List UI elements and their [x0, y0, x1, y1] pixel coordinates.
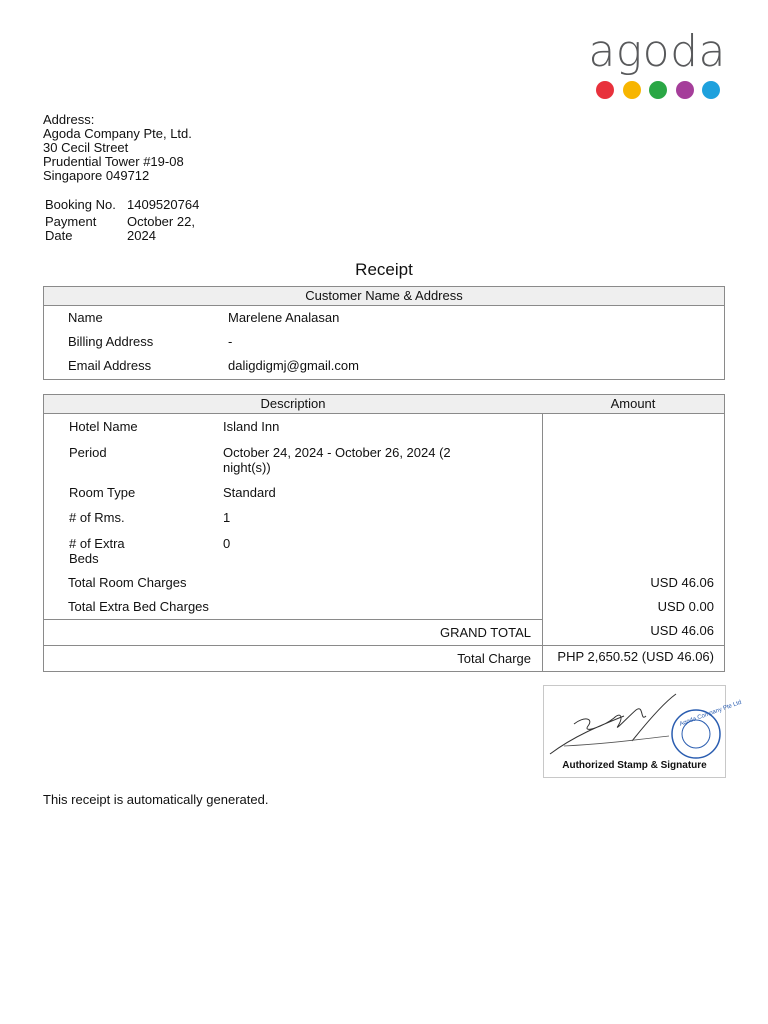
period-label: Period: [69, 445, 107, 460]
address-line: 30 Cecil Street: [43, 140, 129, 155]
rooms-label: # of Rms.: [69, 510, 125, 525]
total-room-label: Total Room Charges: [68, 575, 187, 590]
stamp-caption: Authorized Stamp & Signature: [562, 760, 707, 771]
auto-generated-note: This receipt is automatically generated.: [43, 792, 269, 807]
divider: [541, 645, 724, 646]
amount-column: [542, 394, 725, 672]
receipt-title: Receipt: [355, 260, 413, 279]
logo-dot-green: [649, 81, 667, 99]
signature-icon: [544, 686, 743, 756]
name-label: Name: [68, 310, 103, 325]
total-extra-amount: USD 0.00: [657, 599, 714, 614]
rooms-value: 1: [223, 510, 231, 525]
agoda-logo: agoda: [588, 26, 726, 77]
hotel-label: Hotel Name: [69, 419, 138, 434]
logo-dots: [596, 81, 720, 99]
room-type-value: Standard: [223, 485, 276, 500]
booking-info: [45, 198, 207, 246]
description-header: Description: [44, 395, 542, 414]
name-value: Marelene Analasan: [228, 310, 340, 325]
logo-dot-yellow: [623, 81, 641, 99]
total-extra-label: Total Extra Bed Charges: [68, 599, 209, 614]
stamp-box: [543, 685, 743, 778]
address-line: Agoda Company Pte, Ltd.: [43, 126, 192, 141]
payment-date-value: October 22, 2024: [127, 214, 195, 243]
payment-date-label: Payment Date: [45, 214, 97, 243]
amount-header: Amount: [542, 395, 724, 414]
address-line: Singapore 049712: [43, 168, 150, 183]
extra-beds-label: # of Extra Beds: [69, 536, 125, 566]
stamp-seal-text: Agoda Company Pte Ltd: [678, 699, 743, 728]
total-room-amount: USD 46.06: [650, 575, 714, 590]
logo-dot-red: [596, 81, 614, 99]
divider: [43, 619, 543, 620]
billing-label: Billing Address: [68, 334, 154, 349]
customer-box: [43, 286, 725, 380]
room-type-label: Room Type: [69, 485, 136, 500]
address-label: Address:: [43, 112, 95, 127]
extra-beds-value: 0: [223, 536, 231, 551]
grand-total-label: GRAND TOTAL: [439, 625, 531, 640]
description-table: [43, 394, 543, 672]
total-charge-label: Total Charge: [457, 651, 531, 666]
logo-dot-purple: [676, 81, 694, 99]
booking-no-label: Booking No.: [45, 197, 116, 212]
email-value: daligdigmj@gmail.com: [228, 358, 359, 373]
logo-dot-blue: [702, 81, 720, 99]
booking-no-value: 1409520764: [127, 197, 200, 212]
billing-value: -: [228, 334, 233, 349]
customer-header: Customer Name & Address: [44, 287, 724, 306]
hotel-value: Island Inn: [223, 419, 280, 434]
divider: [43, 645, 543, 646]
email-label: Email Address: [68, 358, 152, 373]
address-line: Prudential Tower #19-08: [43, 154, 184, 169]
total-charge-amount: PHP 2,650.52 (USD 46.06): [557, 649, 714, 664]
grand-total-amount: USD 46.06: [650, 623, 714, 638]
company-address: [43, 113, 192, 183]
period-value: October 24, 2024 - October 26, 2024 (2 night(s)): [223, 445, 451, 475]
